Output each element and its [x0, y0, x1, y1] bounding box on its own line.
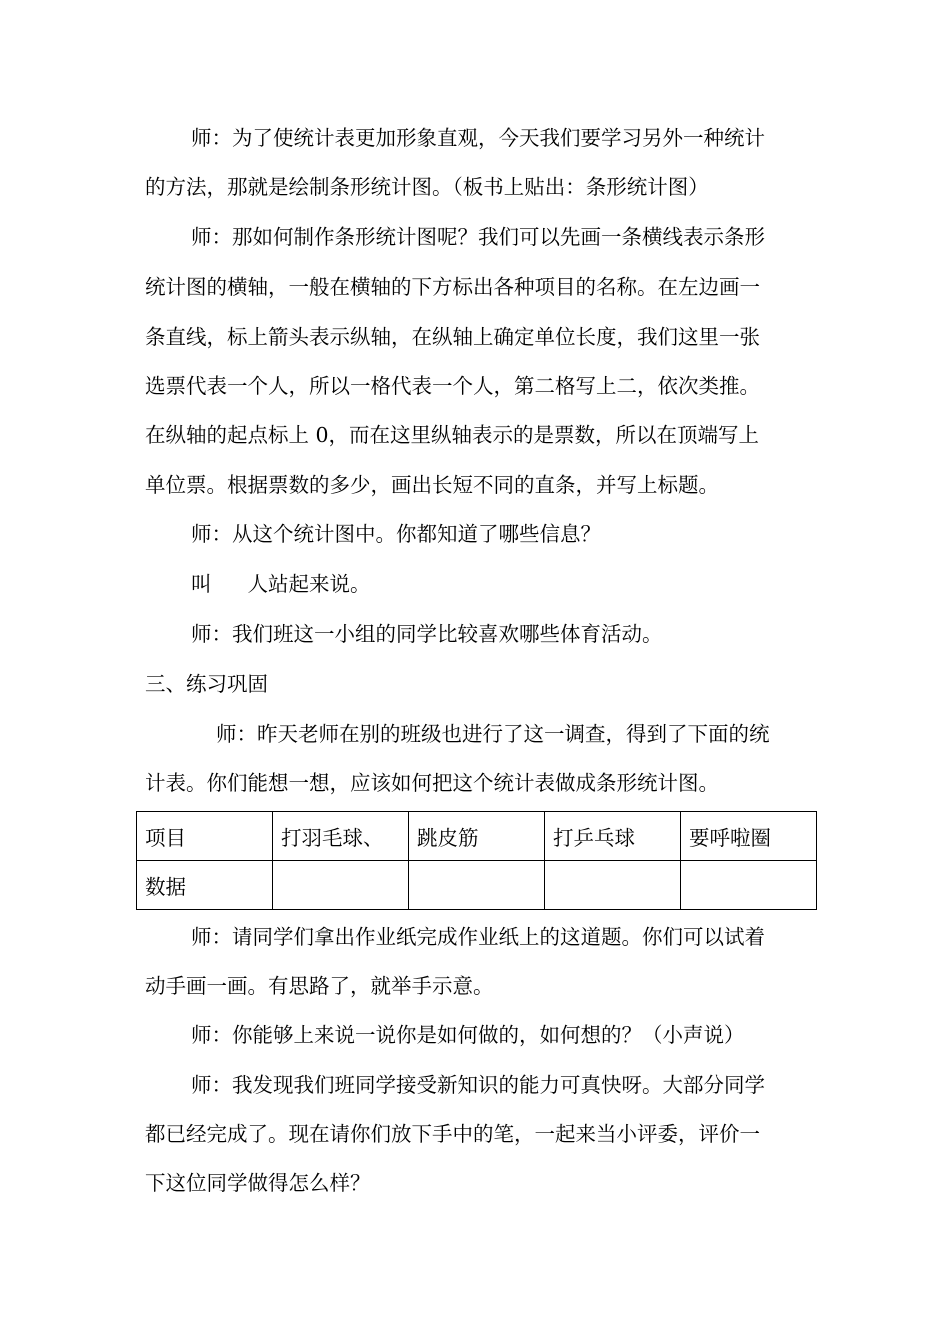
table-cell: 项目: [137, 812, 273, 861]
paragraph-line: 选票代表一个人，所以一格代表一个人，第二格写上二，依次类推。: [145, 374, 760, 398]
table-cell: 要呼啦圈: [681, 812, 817, 861]
paragraph-line: 下这位同学做得怎么样？: [145, 1171, 371, 1195]
table-row: [137, 861, 817, 910]
paragraph-line: 师：你能够上来说一说你是如何做的，如何想的？（小声说）: [191, 1023, 745, 1047]
table-header-row: [137, 812, 817, 861]
table-cell: 打乒乓球: [545, 812, 681, 861]
paragraph-line: 单位票。根据票数的多少，画出长短不同的直条，并写上标题。: [145, 473, 719, 497]
call-word: 叫: [191, 572, 212, 596]
table-cell: [273, 861, 409, 910]
table-cell: 跳皮筋: [409, 812, 545, 861]
stand-up-text: 人站起来说。: [247, 572, 371, 596]
paragraph-line: 师：昨天老师在别的班级也进行了这一调查，得到了下面的统: [216, 722, 770, 746]
paragraph-line: 师：从这个统计图中。你都知道了哪些信息？: [191, 522, 601, 546]
paragraph-line: 师：为了使统计表更加形象直观，今天我们要学习另外一种统计: [191, 126, 765, 150]
section-heading: 三、练习巩固: [145, 672, 268, 696]
paragraph-line: 在纵轴的起点标上 0，而在这里纵轴表示的是票数，所以在顶端写上: [145, 423, 760, 447]
table-cell: 数据: [137, 861, 273, 910]
table-cell: [681, 861, 817, 910]
paragraph-line: 计表。你们能想一想，应该如何把这个统计表做成条形统计图。: [145, 771, 719, 795]
paragraph-line: 师：我们班这一小组的同学比较喜欢哪些体育活动。: [191, 622, 663, 646]
table-cell: 打羽毛球、: [273, 812, 409, 861]
paragraph-line: 统计图的横轴，一般在横轴的下方标出各种项目的名称。在左边画一: [145, 275, 760, 299]
paragraph-line: 师：我发现我们班同学接受新知识的能力可真快呀。大部分同学: [191, 1073, 765, 1097]
paragraph-line: 动手画一画。有思路了，就举手示意。: [145, 974, 494, 998]
statistics-table: [136, 811, 817, 910]
paragraph-line: 的方法，那就是绘制条形统计图。（板书上贴出：条形统计图）: [145, 175, 709, 199]
paragraph-line: 都已经完成了。现在请你们放下手中的笔，一起来当小评委，评价一: [145, 1122, 760, 1146]
paragraph-line: [191, 571, 371, 597]
table-cell: [409, 861, 545, 910]
paragraph-line: 师：请同学们拿出作业纸完成作业纸上的这道题。你们可以试着: [191, 925, 765, 949]
table-cell: [545, 861, 681, 910]
paragraph-line: 条直线，标上箭头表示纵轴，在纵轴上确定单位长度，我们这里一张: [145, 325, 760, 349]
paragraph-line: 师：那如何制作条形统计图呢？我们可以先画一条横线表示条形: [191, 225, 765, 249]
